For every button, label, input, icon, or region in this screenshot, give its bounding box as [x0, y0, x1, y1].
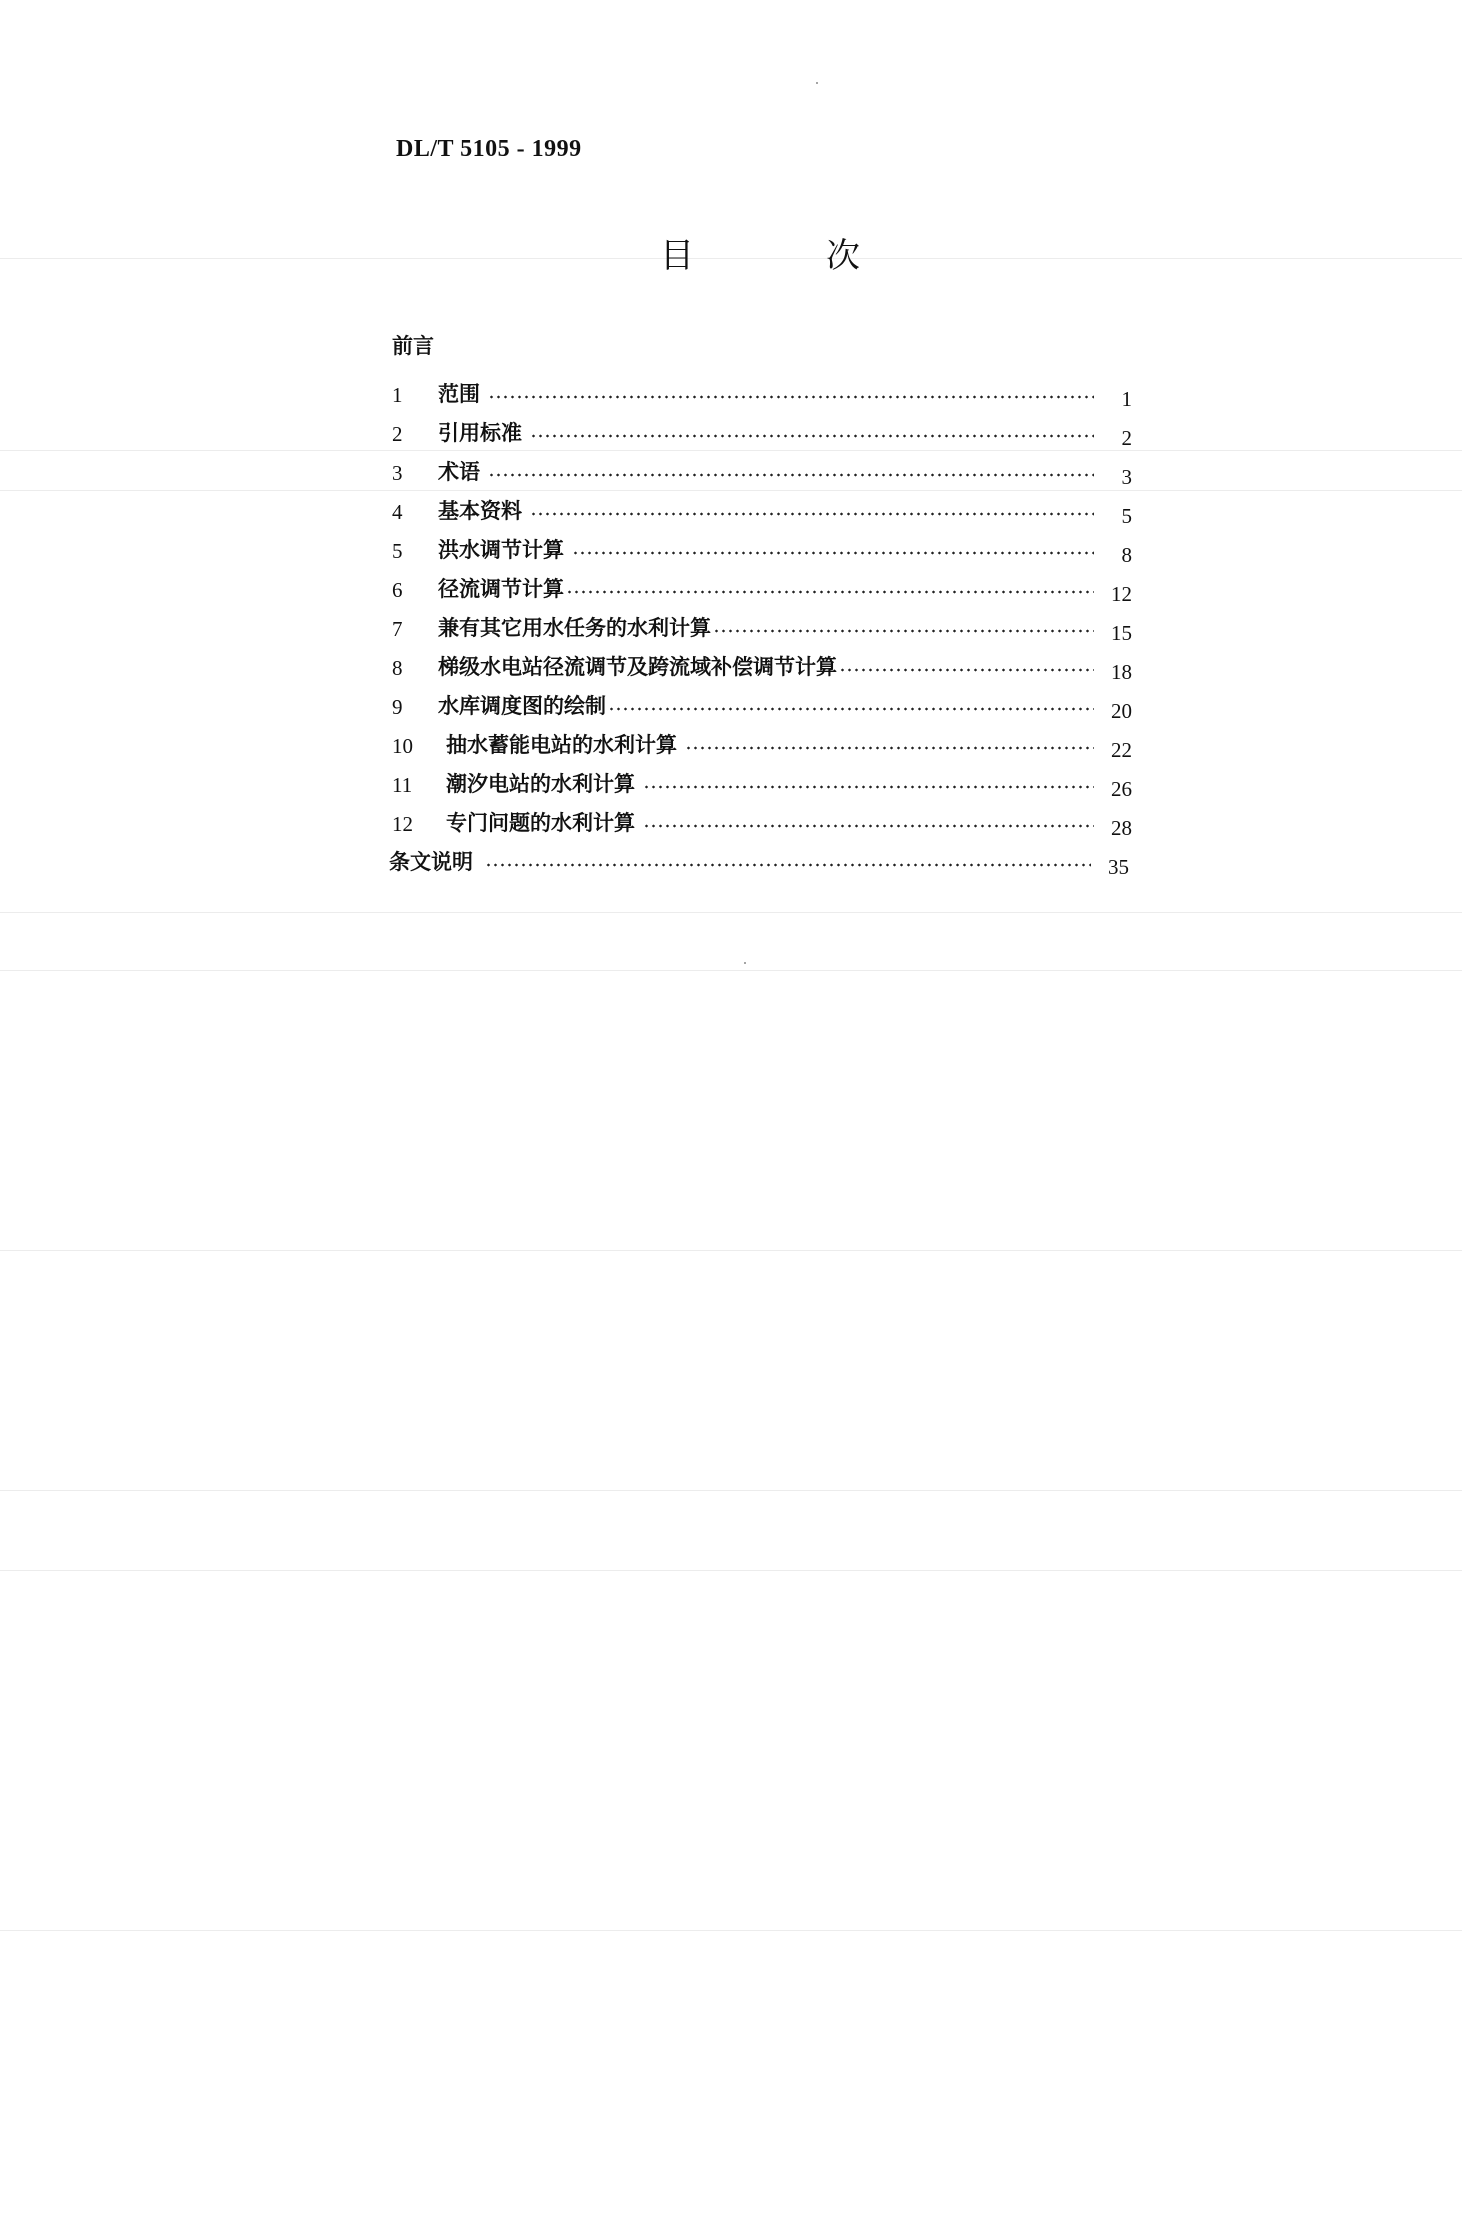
dot-leader	[488, 470, 1094, 480]
toc-entry-page: 3	[1121, 465, 1132, 489]
dot-leader	[643, 821, 1094, 831]
toc-entry-label: 专门问题的水利计算	[446, 810, 635, 835]
dot-leader	[572, 548, 1094, 558]
toc-entry-number: 3	[392, 461, 403, 485]
toc-entry[interactable]	[392, 606, 1132, 645]
toc-entry[interactable]	[392, 489, 1132, 528]
toc-entry-page: 15	[1111, 621, 1132, 645]
toc-entry[interactable]	[392, 567, 1132, 606]
toc-entry-number: 4	[392, 500, 403, 524]
toc-entry-number: 7	[392, 617, 403, 641]
toc-entry-page: 5	[1121, 504, 1132, 528]
scan-line	[0, 970, 1462, 971]
toc-entry-number: 5	[392, 539, 403, 563]
scan-line	[0, 1570, 1462, 1571]
toc-entry-page: 26	[1111, 777, 1132, 801]
toc-entry-page: 1	[1121, 387, 1132, 411]
toc-entry-label: 条文说明	[389, 849, 473, 874]
toc-entry-label: 梯级水电站径流调节及跨流域补偿调节计算	[438, 654, 837, 679]
toc-entry[interactable]	[392, 801, 1132, 840]
dot-leader	[485, 860, 1091, 870]
dot-leader	[685, 743, 1094, 753]
dot-leader	[608, 704, 1094, 714]
toc-entry-number: 10	[392, 734, 413, 758]
toc-title-char: 目	[660, 236, 694, 276]
toc-entry-number: 6	[392, 578, 403, 602]
dot-leader	[530, 431, 1094, 441]
toc-entry[interactable]	[392, 450, 1132, 489]
toc-entry-page: 35	[1108, 855, 1129, 879]
toc-entry[interactable]	[392, 372, 1132, 411]
toc-preface[interactable]: 前言	[392, 333, 434, 358]
toc-entry-label: 范围	[438, 381, 480, 406]
dot-leader	[839, 665, 1094, 675]
toc-entry-label: 引用标准	[438, 420, 522, 445]
toc-entry[interactable]	[392, 684, 1132, 723]
scan-line	[0, 1490, 1462, 1491]
toc-entry[interactable]	[392, 645, 1132, 684]
toc-entry-page: 12	[1111, 582, 1132, 606]
toc-entry-label: 洪水调节计算	[438, 537, 564, 562]
toc-entry-number: 11	[392, 773, 413, 797]
toc-entry-label: 抽水蓄能电站的水利计算	[446, 732, 677, 757]
standard-code: DL/T 5105 - 1999	[396, 136, 582, 162]
toc-entry-label: 兼有其它用水任务的水利计算	[438, 615, 711, 640]
scan-speck	[816, 82, 818, 84]
toc-entry[interactable]	[392, 528, 1132, 567]
dot-leader	[530, 509, 1094, 519]
dot-leader	[488, 392, 1094, 402]
scan-line	[0, 1930, 1462, 1931]
toc-entry-page: 8	[1121, 543, 1132, 567]
toc-entry-number: 2	[392, 422, 403, 446]
toc-entry-label: 潮汐电站的水利计算	[446, 771, 635, 796]
toc-title-char: 次	[826, 236, 860, 276]
toc-entry[interactable]	[392, 723, 1132, 762]
toc-entry-page: 28	[1111, 816, 1132, 840]
dot-leader	[713, 626, 1094, 636]
toc-entry-label: 径流调节计算	[438, 576, 564, 601]
toc-entry-explanation[interactable]	[389, 840, 1129, 879]
toc-entry-number: 1	[392, 383, 403, 407]
toc-entry-label: 基本资料	[438, 498, 522, 523]
dot-leader	[643, 782, 1094, 792]
toc-entry-page: 2	[1121, 426, 1132, 450]
toc-entry-page: 22	[1111, 738, 1132, 762]
toc-entry-page: 20	[1111, 699, 1132, 723]
toc-title	[660, 228, 860, 277]
scan-line	[0, 1250, 1462, 1251]
scan-speck	[744, 962, 746, 964]
toc-entry-label: 术语	[438, 459, 480, 484]
toc-entry[interactable]	[392, 411, 1132, 450]
toc-entry-number: 9	[392, 695, 403, 719]
toc-entry[interactable]	[392, 762, 1132, 801]
toc-entry-number: 12	[392, 812, 413, 836]
toc-entry-number: 8	[392, 656, 403, 680]
dot-leader	[566, 587, 1094, 597]
scan-line	[0, 912, 1462, 913]
toc-entry-page: 18	[1111, 660, 1132, 684]
toc-entry-label: 水库调度图的绘制	[438, 693, 606, 718]
